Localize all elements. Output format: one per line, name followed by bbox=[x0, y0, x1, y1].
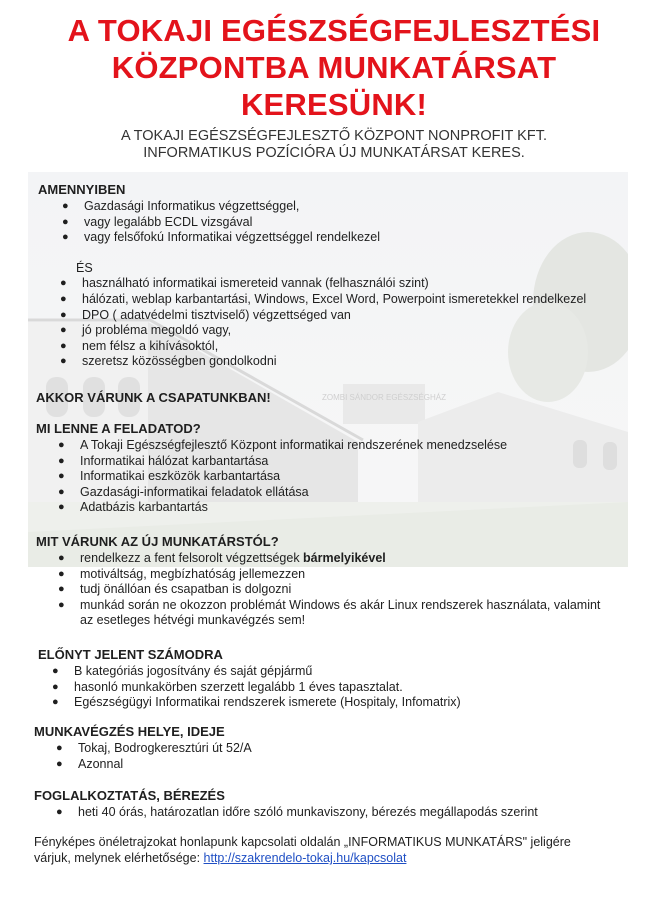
list-item: ● Gazdasági Informatikus végzettséggel, bbox=[62, 199, 300, 213]
section-heading: MIT VÁRUNK AZ ÚJ MUNKATÁRSTÓL? bbox=[36, 534, 279, 549]
list-item: ● munkád során ne okozzon problémát Windows és akár Linux rendszerek használata, valamint bbox=[58, 597, 601, 612]
bullet-icon: ● bbox=[52, 680, 59, 693]
list-item: ● hálózati, weblap karbantartási, Windows, Excel Word, Powerpoint ismeretekkel rendelkezel bbox=[60, 291, 587, 306]
subtitle-line-2: INFORMATIKUS POZÍCIÓRA ÚJ MUNKATÁRSAT KERES. bbox=[143, 145, 525, 161]
bullet-icon: ● bbox=[58, 470, 65, 483]
title-line-1: A TOKAJI EGÉSZSÉGFEJLESZTÉSI bbox=[67, 13, 601, 48]
bullet-icon: ● bbox=[52, 696, 59, 709]
list-item: ● rendelkezz a fent felsorolt végzettségek bármelyikével bbox=[58, 551, 386, 565]
requirement-list bbox=[0, 199, 668, 246]
bullet-icon: ● bbox=[62, 231, 69, 244]
bullet-icon: ● bbox=[58, 598, 65, 611]
list-item: ● vagy felsőfokú Informatikai végzettséggel rendelkezel bbox=[62, 230, 380, 245]
list-item: ● Informatikai hálózat karbantartása bbox=[58, 453, 269, 468]
section-heading: MUNKAVÉGZÉS HELYE, IDEJE bbox=[34, 724, 225, 739]
call-to-join: AKKOR VÁRUNK A CSAPATUNKBAN! bbox=[36, 390, 271, 405]
bullet-icon: ● bbox=[58, 454, 65, 467]
list-item: ● hasonló munkakörben szerzett legalább 1 éves tapasztalat. bbox=[52, 679, 403, 694]
list-item: ● DPO ( adatvédelmi tisztviselő) végzettséged van bbox=[60, 307, 351, 322]
bullet-icon: ● bbox=[60, 308, 67, 321]
title-line-3: KERESÜNK! bbox=[240, 87, 428, 122]
advantages-list bbox=[0, 664, 668, 711]
footer-line-1: Fényképes önéletrajzokat honlapunk kapcsolati oldalán „INFORMATIKUS MUNKATÁRS" jeligére bbox=[34, 835, 571, 849]
skills-list bbox=[0, 276, 668, 370]
section-foglalkoztatas bbox=[0, 788, 668, 821]
footer-line-2: várjuk, melynek elérhetősége: http://szakrendelo-tokaj.hu/kapcsolat bbox=[34, 851, 407, 865]
bullet-icon: ● bbox=[62, 200, 69, 212]
bullet-icon: ● bbox=[60, 324, 67, 337]
list-item: ● nem félsz a kihívásoktól, bbox=[60, 338, 219, 353]
section-hely bbox=[0, 724, 668, 772]
bullet-icon: ● bbox=[60, 277, 67, 290]
list-item: ● Egészségügyi Informatikai rendszerek ismerete (Hospitaly, Infomatrix) bbox=[52, 695, 461, 710]
list-item: ● Tokaj, Bodrogkeresztúri út 52/A bbox=[56, 741, 252, 755]
location-list bbox=[0, 741, 668, 772]
list-item: ● Adatbázis karbantartás bbox=[58, 500, 208, 515]
section-heading: FOGLALKOZTATÁS, BÉREZÉS bbox=[34, 788, 225, 803]
bullet-icon: ● bbox=[58, 501, 65, 514]
section-heading: ELŐNYT JELENT SZÁMODRA bbox=[38, 647, 223, 662]
bullet-icon: ● bbox=[52, 665, 59, 677]
title-line-2: KÖZPONTBA MUNKATÁRSAT bbox=[111, 50, 557, 85]
footer-note bbox=[0, 834, 668, 866]
list-item: ● tudj önállóan és csapatban is dolgozni bbox=[58, 582, 292, 597]
contact-link[interactable]: http://szakrendelo-tokaj.hu/kapcsolat bbox=[203, 851, 407, 865]
list-item-continuation: az esetleges hétvégi munkavégzés sem! bbox=[80, 613, 306, 628]
section-elony bbox=[0, 647, 668, 711]
bullet-icon: ● bbox=[58, 485, 65, 498]
list-item: ● vagy legalább ECDL vizsgával bbox=[62, 214, 253, 229]
es-label: ÉS bbox=[76, 260, 93, 275]
section-heading: MI LENNE A FELADATOD? bbox=[36, 421, 201, 436]
list-item: ● Azonnal bbox=[56, 756, 124, 771]
list-item: ● szeretsz közösségben gondolkodni bbox=[60, 354, 277, 369]
list-item: ● használható informatikai ismereteid vannak (felhasználói szint) bbox=[60, 276, 429, 291]
bullet-icon: ● bbox=[62, 215, 69, 228]
section-heading: AMENNYIBEN bbox=[38, 182, 126, 197]
expectations-list bbox=[0, 551, 668, 629]
list-item: ● A Tokaji Egészségfejlesztő Központ informatikai rendszerének menedzselése bbox=[58, 438, 508, 452]
tasks-list bbox=[0, 438, 668, 516]
bullet-icon: ● bbox=[56, 806, 63, 818]
bullet-icon: ● bbox=[56, 757, 63, 770]
bullet-icon: ● bbox=[58, 552, 65, 564]
bullet-icon: ● bbox=[58, 439, 65, 451]
list-item: ● Gazdasági-informatikai feladatok ellátása bbox=[58, 484, 309, 499]
bullet-icon: ● bbox=[60, 339, 67, 352]
list-item: ● motiváltság, megbízhatóság jellemezzen bbox=[58, 566, 306, 581]
bullet-icon: ● bbox=[56, 742, 63, 754]
bullet-icon: ● bbox=[58, 583, 65, 596]
section-varunk bbox=[0, 534, 668, 629]
section-feladat bbox=[0, 421, 668, 516]
employment-list bbox=[0, 805, 668, 821]
subtitle-line-1: A TOKAJI EGÉSZSÉGFEJLESZTŐ KÖZPONT NONPROFIT KFT. bbox=[121, 128, 547, 144]
section-amennyiben bbox=[0, 182, 668, 370]
bullet-icon: ● bbox=[60, 292, 67, 305]
list-item: ● Informatikai eszközök karbantartása bbox=[58, 469, 281, 484]
list-item: ● heti 40 órás, határozatlan időre szóló munkaviszony, bérezés megállapodás szerint bbox=[56, 805, 538, 819]
list-item: ● jó probléma megoldó vagy, bbox=[60, 323, 232, 338]
list-item: ● B kategóriás jogosítvány és saját gépjármű bbox=[52, 664, 313, 678]
svg-text:ZOMBI SÁNDOR EGÉSZSÉGHÁZ: ZOMBI SÁNDOR EGÉSZSÉGHÁZ bbox=[321, 393, 447, 402]
bullet-icon: ● bbox=[60, 355, 67, 368]
bullet-icon: ● bbox=[58, 567, 65, 580]
